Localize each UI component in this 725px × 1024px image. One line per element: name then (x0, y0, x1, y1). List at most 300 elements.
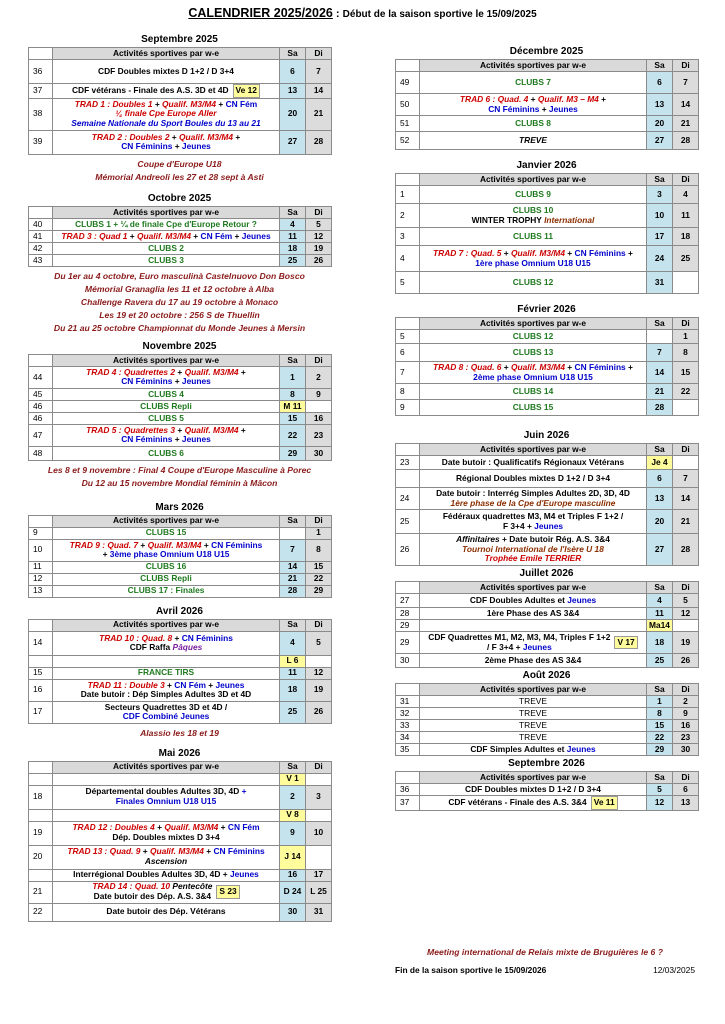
date-tag: Ve 11 (591, 796, 618, 810)
week-row (29, 785, 332, 809)
sunday-date: 7 (673, 470, 699, 488)
saturday-date: M 11 (280, 400, 306, 412)
activity-text: Jeunes (215, 679, 245, 690)
month-title: Février 2026 (517, 304, 576, 315)
week-row (396, 116, 699, 132)
activity-text: CLUBS 15 (145, 527, 187, 538)
month-table (28, 354, 332, 461)
activity-text: + (625, 247, 633, 258)
activity-text: TRAD 9 : Quad. 7 (69, 539, 139, 550)
month-section-jan26 (395, 160, 698, 294)
week-number: 5 (396, 272, 420, 294)
month-title: Janvier 2026 (516, 160, 577, 171)
activity-text: Date butoir : Dép Simples Adultes 3D et 4D (80, 689, 252, 700)
header-sa: Sa (280, 48, 306, 60)
activity-text: CN Féminins (121, 141, 173, 152)
sunday-date: 29 (306, 585, 332, 597)
activity-text: CLUBS 9 (515, 188, 551, 199)
activity-text: WINTER TROPHY (471, 214, 545, 225)
week-row (396, 456, 699, 470)
activity-cell (420, 272, 647, 294)
month-section-jun26 (395, 430, 698, 566)
right-column (395, 46, 698, 811)
month-title: Mai 2026 (158, 747, 201, 759)
activity-text: TRAD 11 : Double 3 (87, 679, 165, 690)
sunday-date: 19 (306, 679, 332, 701)
page-header (0, 6, 725, 20)
month-section-mai26 (28, 748, 331, 922)
activity-cell (53, 424, 280, 446)
activity-text: + (564, 361, 575, 372)
header-act: Activités sportives par w-e (420, 318, 647, 330)
activity-cell (420, 384, 647, 400)
month-title: Novembre 2025 (142, 340, 217, 352)
header-di: Di (306, 48, 332, 60)
month-table (395, 581, 699, 668)
activity-cell (53, 539, 280, 561)
week-row (396, 362, 699, 384)
month-section-jul26 (395, 568, 698, 668)
week-row (29, 869, 332, 881)
activity-cell (420, 620, 647, 632)
saturday-date: 3 (647, 186, 673, 204)
activity-text: Dép. Doubles mixtes D 3+4 (112, 832, 220, 843)
table-header (29, 761, 332, 773)
sunday-date: 7 (673, 72, 699, 94)
saturday-date: 15 (280, 412, 306, 424)
saturday-date: 11 (647, 608, 673, 620)
week-row (396, 488, 699, 510)
header-wk (29, 761, 53, 773)
week-number: 15 (29, 667, 53, 679)
activity-cell (420, 246, 647, 272)
week-number: 41 (29, 231, 53, 243)
sunday-date: L 25 (306, 881, 332, 903)
table-header (396, 772, 699, 784)
header-wk (396, 174, 420, 186)
activity-cell (420, 708, 647, 720)
sunday-date: 14 (306, 84, 332, 99)
week-row (396, 534, 699, 566)
saturday-date: 6 (647, 72, 673, 94)
week-number: 49 (396, 72, 420, 94)
month-notes (28, 727, 331, 740)
week-row (29, 243, 332, 255)
activity-text: Départemental doubles Adultes 3D, 4D (85, 786, 240, 797)
sunday-date: 26 (306, 701, 332, 723)
saturday-date: 7 (280, 539, 306, 561)
activity-text: + (172, 434, 182, 445)
sunday-date (673, 400, 699, 416)
note-line: Alassio les 18 et 19 (140, 727, 219, 738)
week-row (29, 219, 332, 231)
week-row (396, 796, 699, 811)
week-row (396, 608, 699, 620)
week-number: 31 (396, 696, 420, 708)
sunday-date (306, 809, 332, 821)
sunday-date: 5 (306, 631, 332, 655)
header-act: Activités sportives par w-e (420, 684, 647, 696)
activity-cell (420, 796, 647, 811)
activity-text: CN Fém (200, 231, 233, 242)
week-number: 30 (396, 654, 420, 668)
activity-text: + (238, 424, 246, 435)
activity-cell (420, 608, 647, 620)
activity-text: Qualif. M3/M4 (184, 424, 239, 435)
week-number (29, 809, 53, 821)
activity-cell (53, 785, 280, 809)
activity-text: TRAD 7 : Quad. 5 (433, 247, 502, 258)
week-row (396, 246, 699, 272)
activity-text: + (172, 632, 182, 643)
saturday-date: 24 (647, 246, 673, 272)
activity-text: TREVE (519, 707, 547, 718)
activity-text: CLUBS 2 (148, 243, 184, 254)
sunday-date: 12 (306, 231, 332, 243)
activity-text: Date butoir : Interrég Simples Adultes 2D, 3D, 4D (436, 487, 630, 498)
saturday-date: 29 (280, 446, 306, 460)
sunday-date: 25 (673, 246, 699, 272)
week-number (29, 773, 53, 785)
activity-text: CLUBS 4 (148, 388, 184, 399)
header-wk (396, 772, 420, 784)
week-row (29, 667, 332, 679)
saturday-date: Ma14 (647, 620, 673, 632)
week-number: 22 (29, 903, 53, 921)
activity-text: TRAD 2 : Doubles 2 (91, 131, 170, 142)
activity-cell (420, 186, 647, 204)
week-row (396, 344, 699, 362)
week-number: 2 (396, 204, 420, 228)
week-number: 37 (29, 84, 53, 99)
header-sa: Sa (280, 354, 306, 366)
activity-text: Qualif. M3/M4 (164, 822, 219, 833)
saturday-date (280, 527, 306, 539)
week-row (396, 696, 699, 708)
week-number: 39 (29, 130, 53, 154)
week-number: 21 (29, 881, 53, 903)
sunday-date: 18 (673, 228, 699, 246)
week-number: 28 (396, 608, 420, 620)
week-row (29, 561, 332, 573)
header-wk (29, 354, 53, 366)
activity-text: + (127, 231, 137, 242)
activity-text: Qualif. M3/M4 (179, 131, 234, 142)
week-row (396, 654, 699, 668)
week-number: 46 (29, 412, 53, 424)
activity-cell (420, 632, 647, 654)
activity-text: Secteurs Quadrettes 3D et 4D / (104, 701, 228, 712)
week-number: 50 (396, 94, 420, 116)
month-title: Septembre 2026 (508, 758, 585, 769)
activity-text: Qualif. M3/M4 (511, 247, 565, 258)
week-row (29, 388, 332, 400)
sunday-date: 30 (306, 446, 332, 460)
activity-cell (53, 400, 280, 412)
activity-cell (53, 219, 280, 231)
note-line: Du 21 au 25 octobre Championnat du Monde Jeunes à Mersin (53, 323, 306, 333)
week-row (396, 784, 699, 796)
activity-text: + Date butoir Rég. A.S. 3&4 (499, 534, 610, 545)
saturday-date: 16 (280, 869, 306, 881)
activity-cell (53, 573, 280, 585)
activity-text: + (175, 424, 185, 435)
month-title: Juillet 2026 (519, 568, 574, 579)
activity-text: + (172, 376, 182, 387)
sunday-date: 28 (306, 130, 332, 154)
week-row (29, 809, 332, 821)
week-row (29, 845, 332, 869)
table-header (29, 207, 332, 219)
activity-text: 1ère phase de la Cpe d'Europe masculine (450, 497, 616, 508)
activity-text: CN Fém (227, 822, 260, 833)
activity-cell (420, 330, 647, 344)
saturday-date: V 8 (280, 809, 306, 821)
activity-cell (420, 488, 647, 510)
week-number: 25 (396, 510, 420, 534)
week-row (29, 903, 332, 921)
activity-cell (53, 631, 280, 655)
header-wk (396, 684, 420, 696)
activity-text: CLUBS 1 + ¼ de finale Cpe d'Europe Retour ? (75, 219, 257, 230)
activity-text: TRAD 5 : Quadrettes 3 (86, 424, 176, 435)
month-section-aou26 (395, 670, 698, 756)
header-wk (29, 207, 53, 219)
header-wk (396, 582, 420, 594)
footer (395, 965, 695, 975)
week-number (29, 655, 53, 667)
header-sa: Sa (647, 318, 673, 330)
week-row (29, 130, 332, 154)
week-row (396, 708, 699, 720)
week-row (29, 400, 332, 412)
sunday-date: 3 (306, 785, 332, 809)
activity-text: + (598, 93, 607, 104)
sunday-date (673, 456, 699, 470)
week-number: 35 (396, 744, 420, 756)
saturday-date: 18 (280, 243, 306, 255)
date-tag: Ve 12 (233, 84, 260, 98)
week-row (396, 384, 699, 400)
activity-text: Jeunes (229, 869, 259, 880)
week-row (29, 527, 332, 539)
activity-text: Jeunes (548, 103, 578, 114)
week-row (396, 228, 699, 246)
activity-text: Pentecôte (170, 881, 213, 892)
sunday-date (673, 272, 699, 294)
week-number: 37 (396, 796, 420, 811)
sunday-date: 5 (306, 219, 332, 231)
saturday-date: 5 (647, 784, 673, 796)
table-header (29, 515, 332, 527)
saturday-date: 15 (647, 720, 673, 732)
week-number: 7 (396, 362, 420, 384)
week-row (29, 231, 332, 243)
activity-text: CDF Doubles mixtes D 1+2 / D 3+4 (465, 783, 601, 794)
week-row (396, 720, 699, 732)
activity-text: TRAD 3 : Quad 1 (61, 231, 128, 242)
activity-text: Fédéraux quadrettes M3, M4 et Triples F 1+2 / (442, 510, 624, 521)
activity-cell (53, 667, 280, 679)
header-sa: Sa (647, 684, 673, 696)
activity-text: Qualif. M3/M4 (511, 361, 565, 372)
saturday-date: 28 (280, 585, 306, 597)
week-row (396, 272, 699, 294)
activity-cell (420, 344, 647, 362)
activity-cell (53, 679, 280, 701)
activity-text: + (501, 247, 511, 258)
sunday-date: 7 (306, 60, 332, 84)
sunday-date: 30 (673, 744, 699, 756)
header-act: Activités sportives par w-e (420, 174, 647, 186)
activity-text: Date butoir des Dép. Vétérans (106, 906, 226, 917)
saturday-date: 7 (647, 344, 673, 362)
sunday-date: 19 (306, 243, 332, 255)
sunday-date: 22 (306, 573, 332, 585)
sunday-date: 2 (673, 696, 699, 708)
activity-text: + (216, 98, 226, 109)
activity-text: 2ème Phase des AS 3&4 (484, 654, 582, 665)
saturday-date: 21 (647, 384, 673, 400)
activity-cell (53, 98, 280, 130)
activity-cell (420, 732, 647, 744)
activity-text: + (501, 361, 511, 372)
month-section-fev26 (395, 304, 698, 416)
sunday-date: 12 (673, 608, 699, 620)
week-row (396, 594, 699, 608)
week-number: 23 (396, 456, 420, 470)
month-section-sep25 (28, 34, 331, 183)
activity-text: 2ème phase Omnium U18 U15 (473, 371, 593, 382)
activity-cell (53, 388, 280, 400)
activity-cell (420, 594, 647, 608)
activity-text: + (169, 131, 180, 142)
week-number: 12 (29, 573, 53, 585)
month-title: Juin 2026 (523, 430, 570, 441)
sunday-date: 23 (306, 424, 332, 446)
activity-text: + (238, 366, 246, 377)
week-row (396, 186, 699, 204)
sunday-date: 4 (673, 186, 699, 204)
week-number: 36 (396, 784, 420, 796)
sunday-date: 21 (673, 116, 699, 132)
sunday-date: 21 (306, 98, 332, 130)
activity-text: CN Féminins (574, 247, 626, 258)
activity-text: TREVE (519, 695, 547, 706)
activity-cell (53, 130, 280, 154)
table-header (29, 354, 332, 366)
week-row (29, 773, 332, 785)
saturday-date: L 6 (280, 655, 306, 667)
activity-cell (420, 204, 647, 228)
activity-text: FRANCE TIRS (137, 667, 195, 678)
week-row (29, 679, 332, 701)
activity-cell (53, 809, 280, 821)
saturday-date: 22 (647, 732, 673, 744)
activity-text: Régional Doubles mixtes D 1+2 / D 3+4 (455, 472, 611, 483)
month-section-dec25 (395, 46, 698, 150)
activity-text: International (544, 214, 595, 225)
month-table (28, 515, 332, 598)
saturday-date: 20 (647, 510, 673, 534)
saturday-date: 4 (647, 594, 673, 608)
sunday-date: 16 (673, 720, 699, 732)
activity-cell (420, 470, 647, 488)
activity-text: CLUBS 17 : Finales (127, 585, 205, 596)
activity-text: + (154, 822, 165, 833)
header-wk (396, 444, 420, 456)
week-row (29, 573, 332, 585)
header-act: Activités sportives par w-e (420, 582, 647, 594)
saturday-date: 21 (280, 573, 306, 585)
activity-text: CLUBS 12 (512, 276, 554, 287)
table-header (396, 318, 699, 330)
week-number: 27 (396, 594, 420, 608)
activity-text: CLUBS Repli (140, 573, 192, 584)
activity-text: CDF Combiné Jeunes (122, 711, 210, 722)
header-di: Di (673, 60, 699, 72)
activity-text: CLUBS 14 (512, 385, 554, 396)
activity-cell (53, 903, 280, 921)
page-subtitle: Début de la saison sportive le 15/09/2025 (342, 9, 537, 20)
week-number: 32 (396, 708, 420, 720)
week-number: 29 (396, 620, 420, 632)
activity-cell (420, 510, 647, 534)
saturday-date: 12 (647, 796, 673, 811)
header-act: Activités sportives par w-e (53, 515, 280, 527)
activity-cell (53, 821, 280, 845)
saturday-date: 8 (280, 388, 306, 400)
header-act: Activités sportives par w-e (53, 48, 280, 60)
header-sa: Sa (647, 60, 673, 72)
activity-text: CN Fém (174, 679, 206, 690)
week-number: 1 (396, 186, 420, 204)
week-number: 20 (29, 845, 53, 869)
activity-text: + (220, 869, 230, 880)
week-row (29, 366, 332, 388)
header-di: Di (306, 619, 332, 631)
sunday-date: 8 (673, 344, 699, 362)
activity-text: CN Fém (225, 98, 258, 109)
week-number: 33 (396, 720, 420, 732)
activity-text: TREVE (519, 731, 547, 742)
activity-text: + (172, 141, 182, 152)
week-row (396, 732, 699, 744)
week-number (396, 470, 420, 488)
sunday-date: 13 (673, 796, 699, 811)
activity-cell (420, 784, 647, 796)
week-row (29, 84, 332, 99)
activity-text: CDF Doubles Adultes et (469, 594, 568, 605)
saturday-date: 17 (647, 228, 673, 246)
header-di: Di (306, 761, 332, 773)
activity-text: Date butoir des Dép. A.S. 3&4 (93, 891, 212, 902)
activity-text: Qualif. M3 – M4 (537, 93, 599, 104)
activity-text: / F 3+4 + (487, 641, 523, 652)
week-row (29, 821, 332, 845)
title-separator: : (335, 8, 340, 20)
week-row (29, 631, 332, 655)
note-line: Mémorial Granaglia les 11 et 12 octobre à Alba (84, 284, 275, 295)
week-row (396, 132, 699, 150)
activity-text: F 3+4 (502, 520, 527, 531)
activity-text: TRAD 4 : Quadrettes 2 (86, 366, 176, 377)
month-notes (28, 270, 331, 334)
saturday-date: 11 (280, 231, 306, 243)
activity-cell (53, 255, 280, 267)
week-number (29, 869, 53, 881)
week-row (29, 98, 332, 130)
